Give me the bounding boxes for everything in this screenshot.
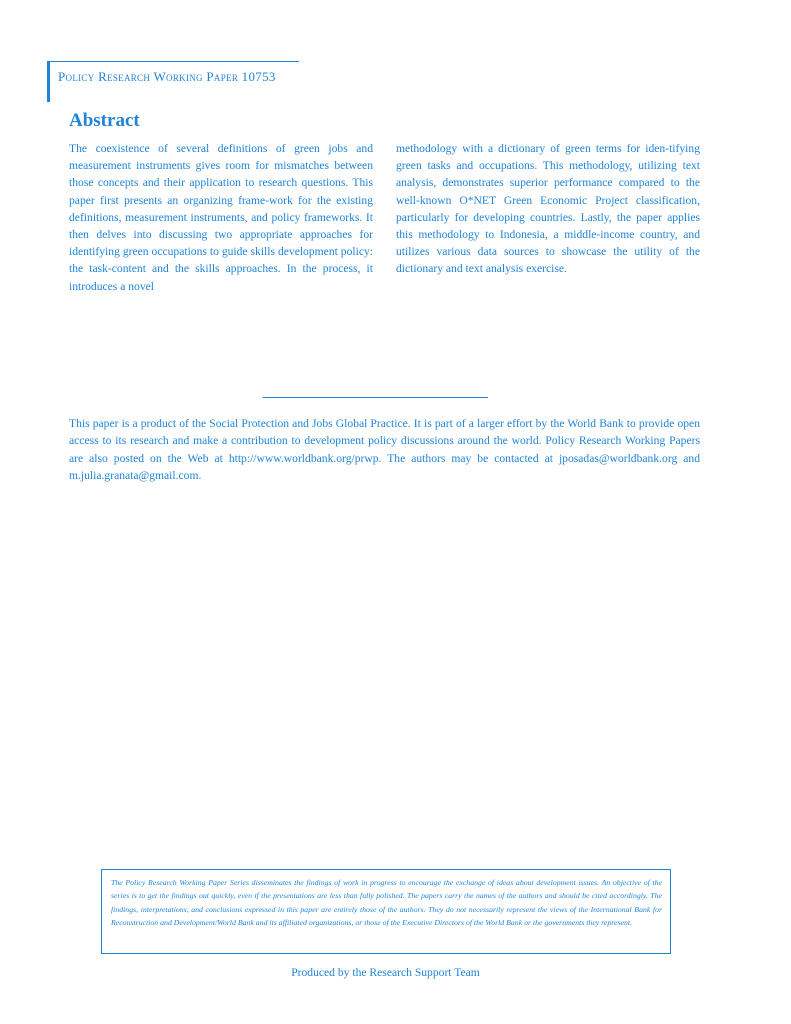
disclaimer-box xyxy=(101,869,671,954)
section-divider xyxy=(263,397,488,398)
product-note: This paper is a product of the Social Protection and Jobs Global Practice. It is part of a larger effort by the World Bank to provide open access to its research and make a contribution to development policy discussions around the world. Policy Research Working Papers are also posted on the Web at http://www.worldbank.org/prwp. The authors may be contacted at jposadas@worldbank.org and m.julia.granata@gmail.com. xyxy=(69,417,700,483)
series-header xyxy=(47,61,299,102)
abstract-column-right: methodology with a dictionary of green terms for iden-tifying green tasks and occupations. This methodology, utilizing text analysis, demonstrates superior performance compared to the well-known O*NET Green Economic Project classification, particularly for developing countries. Lastly, the paper applies this methodology to Indonesia, a middle-income country, and utilizes various data sources to showcase the utility of the dictionary and text analysis exercise. xyxy=(396,142,700,276)
abstract-column-left: The coexistence of several definitions of green jobs and measurement instruments gives room for mismatches between those concepts and their application to research questions. This paper first presents an organizing frame-work for the existing definitions, measurement instruments, and policy frameworks. It then delves into discussing two appropriate approaches for identifying green occupations to guide skills development policy: the task-content and the skills approaches. In the process, it introduces a novel xyxy=(69,142,373,293)
abstract-heading: Abstract xyxy=(69,110,140,131)
disclaimer-text: The Policy Research Working Paper Series disseminates the findings of work in progress to encourage the exchange of ideas about development issues. An objective of the series is to get the findings out quickly, even if the presentations are less than fully polished. The papers carry the names of the authors and should be cited accordingly. The findings, interpretations, and conclusions expressed in this paper are entirely those of the authors. They do not necessarily represent the views of the International Bank for Reconstruction and Development/World Bank and its affiliated organizations, or those of the Executive Directors of the World Bank or the governments they represent. xyxy=(111,878,662,928)
footer-credit: Produced by the Research Support Team xyxy=(291,966,480,979)
series-label: Policy Research Working Paper 10753 xyxy=(58,69,276,84)
